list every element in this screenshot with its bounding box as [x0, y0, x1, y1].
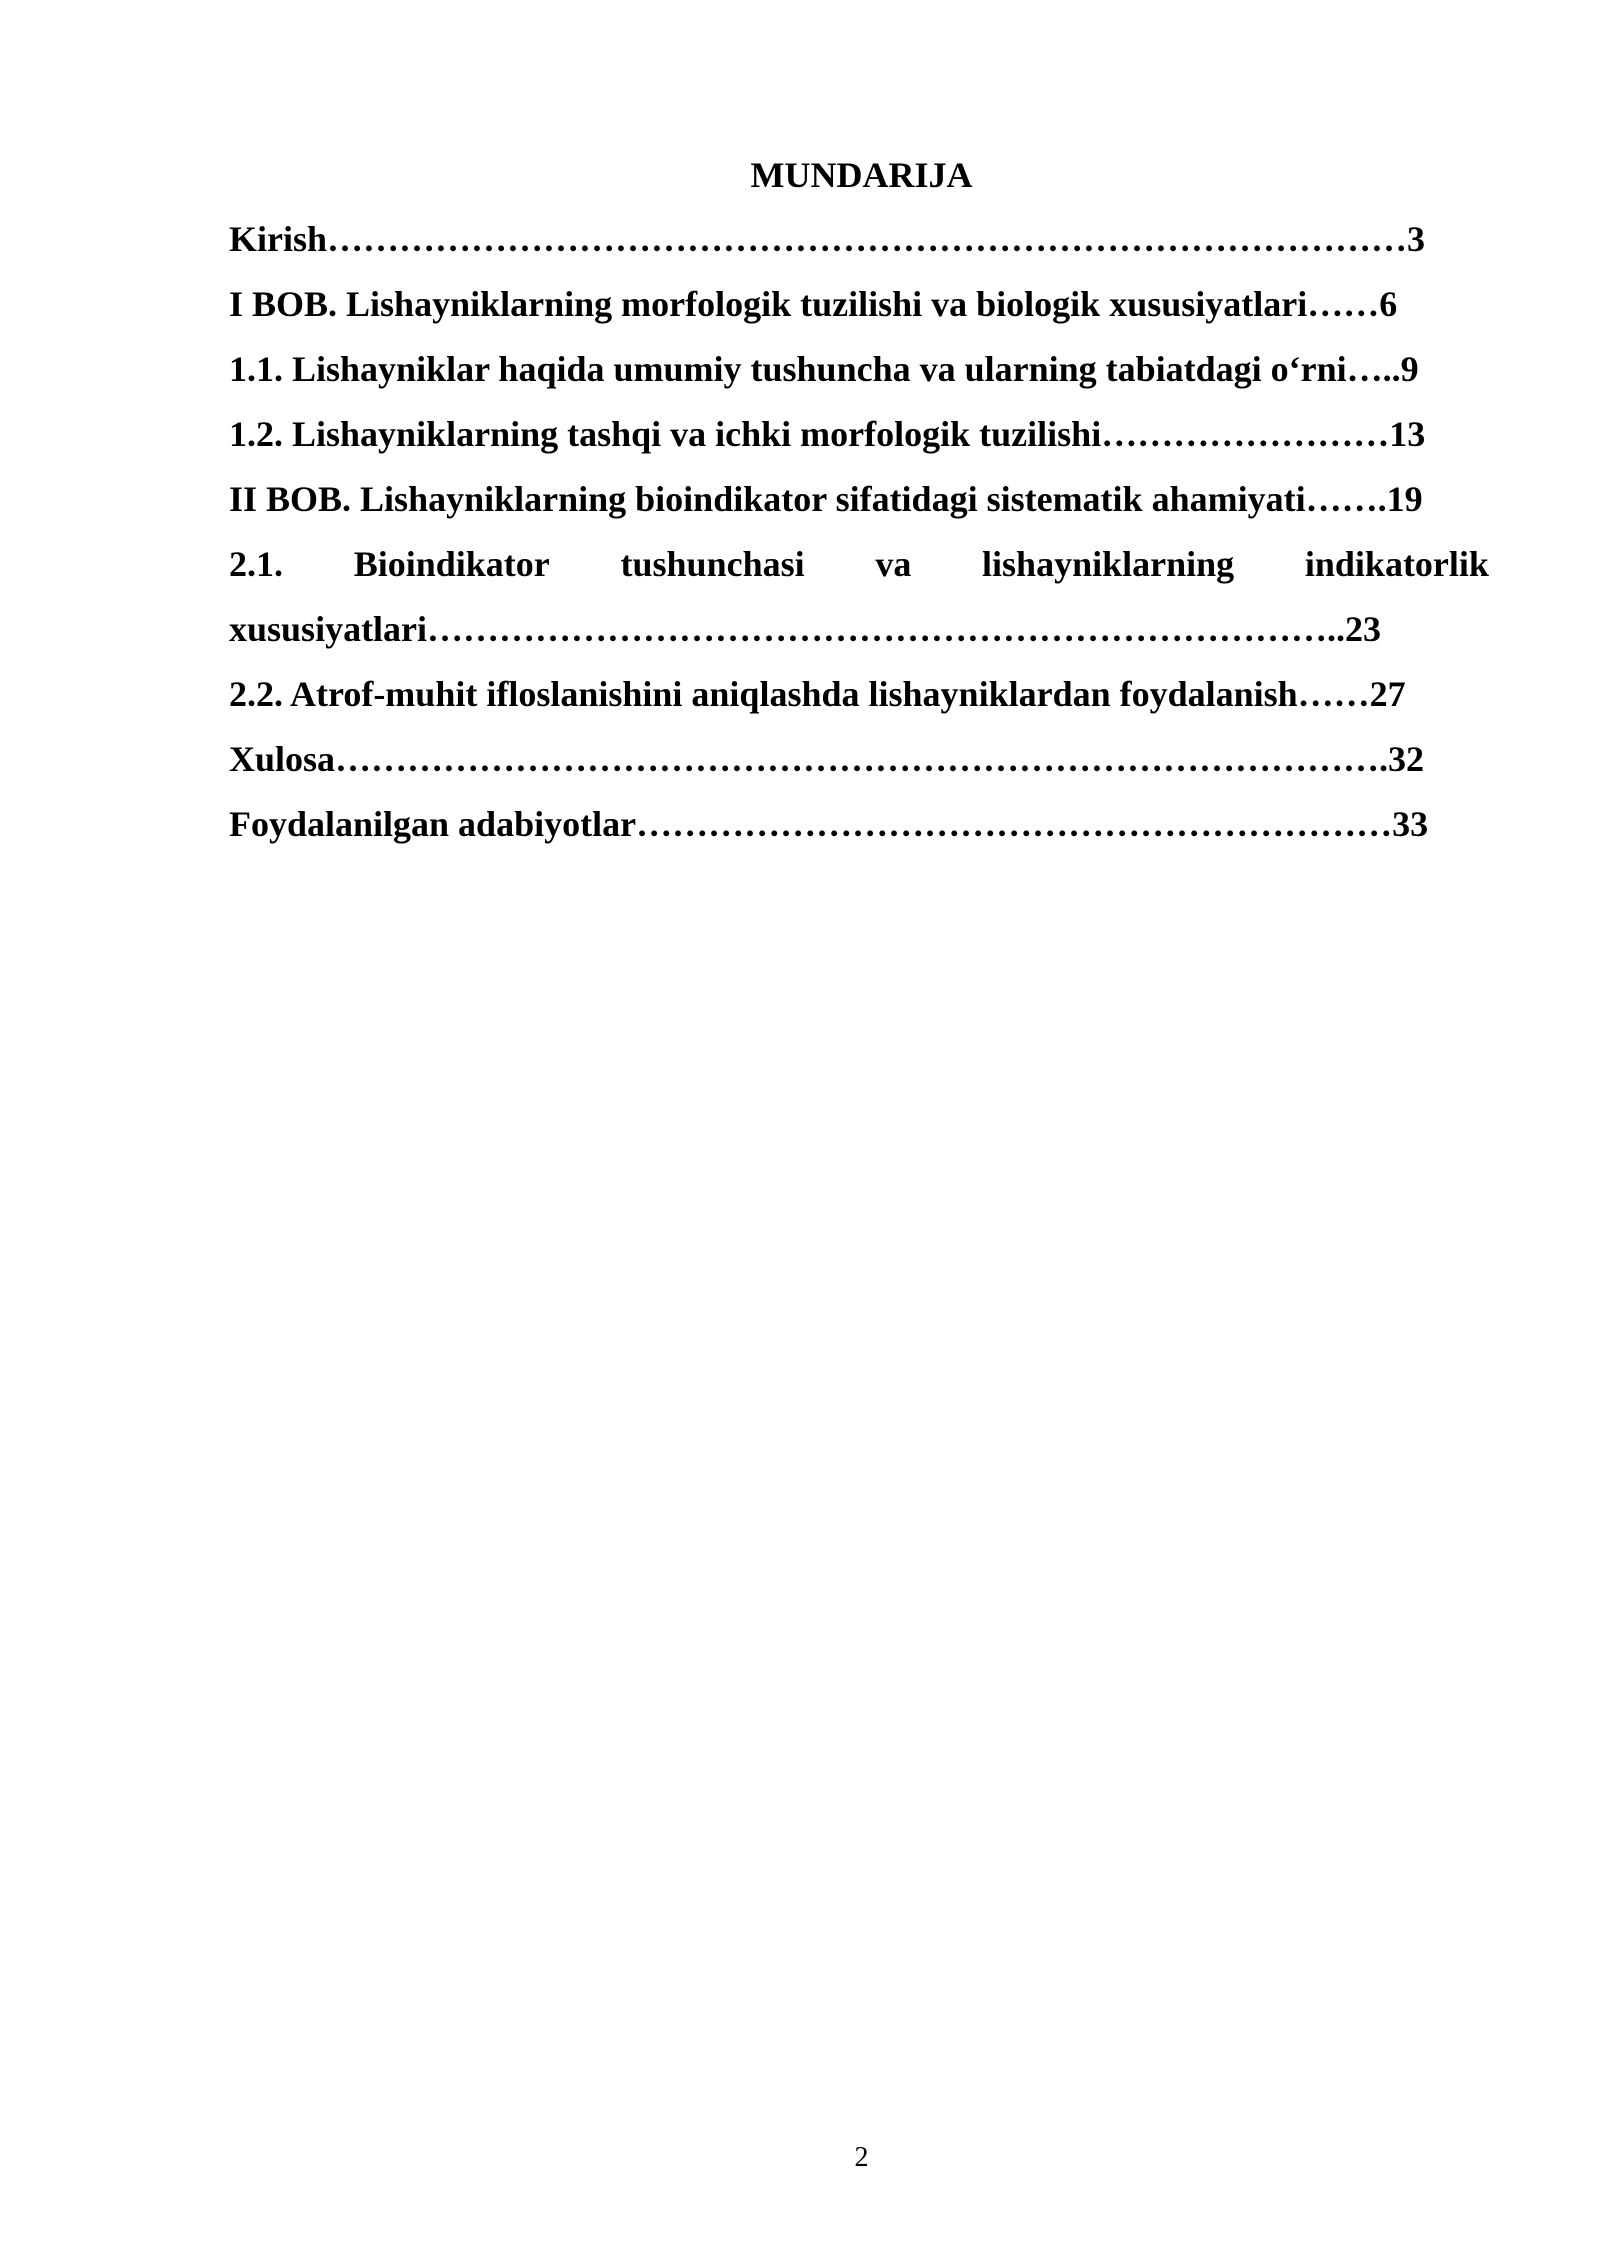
toc-word: indikatorlik	[1304, 544, 1489, 584]
toc-word: 2.1.	[229, 544, 283, 584]
toc-word: tushunchasi	[620, 544, 805, 584]
page-title: MUNDARIJA	[750, 155, 973, 195]
page-number: 2	[854, 2142, 869, 2173]
toc-entry: 1.2. Lishayniklarning tashqi va ichki morfologik tuzilishi……………………13	[229, 414, 1426, 454]
toc-entry: II BOB. Lishayniklarning bioindikator sifatidagi sistematik ahamiyati…….19	[229, 479, 1423, 519]
toc-entry: xususiyatlari…………………………………………………………………..23	[229, 609, 1382, 649]
toc-word: va	[875, 544, 912, 584]
toc-entry: Kirish………………………………………………………………………………3	[229, 219, 1426, 259]
toc-entry: 2.2. Atrof-muhit ifloslanishini aniqlashda lishayniklardan foydalanish……27	[229, 674, 1406, 714]
toc-entry: Xulosa…………………………………………………………………………….32	[229, 739, 1425, 779]
toc-word: Bioindikator	[353, 544, 550, 584]
toc-entry-justified	[229, 539, 1489, 604]
table-of-contents	[229, 214, 1489, 864]
toc-entry: Foydalanilgan adabiyotlar………………………………………………………33	[229, 804, 1429, 844]
toc-word: lishayniklarning	[982, 544, 1235, 584]
toc-entry: 1.1. Lishayniklar haqida umumiy tushuncha va ularning tabiatdagi o‘rni…..9	[229, 349, 1419, 389]
toc-entry: I BOB. Lishayniklarning morfologik tuzilishi va biologik xususiyatlari……6	[229, 284, 1398, 324]
